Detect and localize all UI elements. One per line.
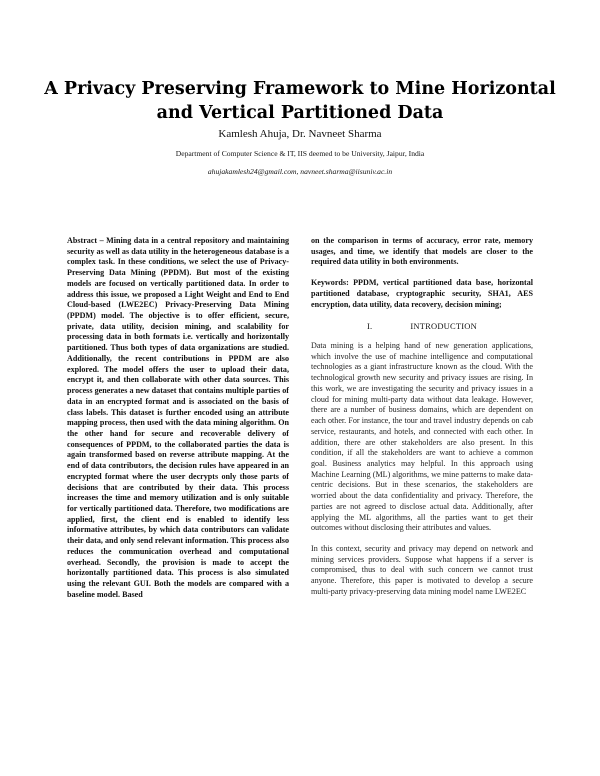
keywords: Keywords: PPDM, vertical partitioned data base, horizontal partitioned database, cryptographic security, SHA1, AES encryption, data utility, data recovery, decision mining; — [311, 278, 533, 309]
paper-authors: Kamlesh Ahuja, Dr. Navneet Sharma — [218, 128, 382, 140]
intro-paragraph-2: In this context, security and privacy may depend on network and mining services providers. Suppose what happens if a server is compromised, thus to deal with such concern we cannot trust anyone. Therefore, this paper is motivated to develop a secure multi-party privacy-preserving data mining model name LWE2EC — [311, 543, 533, 596]
section-heading-introduction — [311, 321, 533, 332]
section-number: I. — [367, 321, 373, 332]
paper-affiliation: Department of Computer Science & IT, IIS deemed to be University, Jaipur, India — [175, 149, 425, 158]
intro-paragraph-1: Data mining is a helping hand of new generation applications, which involve the use of machine intelligence and computational technologies as a giant infrastructure known as the cloud. With the technological growth new security and privacy issues are rising. In this work, we are investigating the security and privacy issues in a cloud for mining multi-party data without data leakage. However, there are a number of business domains, which are dependent on each other. For instance, the tour and travel industry depends on cab service, restaurants, and hotels, and connected with each other. In addition, there are other stakeholders are also present. In this condition, if all the stakeholders are want to achieve a common goal. Business analytics may helpful. In this approach using Machine Learning (ML) algorithms, we mine patterns to make data-centric decisions. But in these scenarios, the stakeholders are worried about the data confidentiality and privacy. Therefore, the parties are not agreed to disclose actual data. Additionally, after applying the ML algorithms, all the parties want to get their outcomes without disclosing their attributes and values. — [311, 341, 533, 533]
section-title: INTRODUCTION — [410, 321, 477, 332]
paper-emails: ahujakamlesh24@gmail.com, navneet.sharma@iisuniv.ac.in — [207, 167, 393, 176]
right-column — [311, 236, 533, 756]
abstract-text: Abstract – Mining data in a central repository and maintaining security as well as data utility in the heterogeneous database is a complex task. In these conditions, we select the use of Privacy-Preserving Data Mining (PPDM). But most of the existing models are focused on vertically partitioned data. In order to address this issue, we proposed a Light Weight and End to End Cloud-based (LWE2EC) Privacy-Preserving Data Mining (PPDM) model. The objective is to offer efficient, secure, private, data utility, decision mining, and scalability for processing data in both formats i.e. vertically and horizontally partitioned. Thus both types of data organizations are studied. Additionally, the recent contributions in PPDM are also explored. The model offers the user to upload their data, encrypt it, and then collaborate with other data sources. This process generates a new dataset that contains multiple parties of data in an encrypted format and is associated on the basis of class labels. This dataset is further encoded using an attribute mapping process, then used with the data mining algorithm. On the other hand for secure and recoverable delivery of consequences of PPDM, to the collaborated parties the data is again transformed based on reverse attribute mapping. At the end of data contributors, the decision rules have appeared in an encrypted format where the user decrypts only those parts of decisions that are contributed by their data. This process increases the time and memory utilization and is only suitable for vertically partitioned data. Therefore, two modifications are applied, first, the client end is enabled to identify less informative attributes, by which data contributors can validate their data, and only send relevant information. This process also reduces the communication overhead and computational overhead. Secondly, the provision is made to accept the horizontally partitioned data. This process is also simulated using the relevant GUI. Both the models are compared with a baseline model. Based — [67, 236, 289, 599]
abstract-continuation: on the comparison in terms of accuracy, error rate, memory usages, and time, we identify that models are closer to the required data utility in both environments. — [311, 236, 533, 267]
left-column — [67, 236, 289, 756]
paper-title: A Privacy Preserving Framework to Mine Horizontal and Vertical Partitioned Data — [44, 79, 556, 123]
